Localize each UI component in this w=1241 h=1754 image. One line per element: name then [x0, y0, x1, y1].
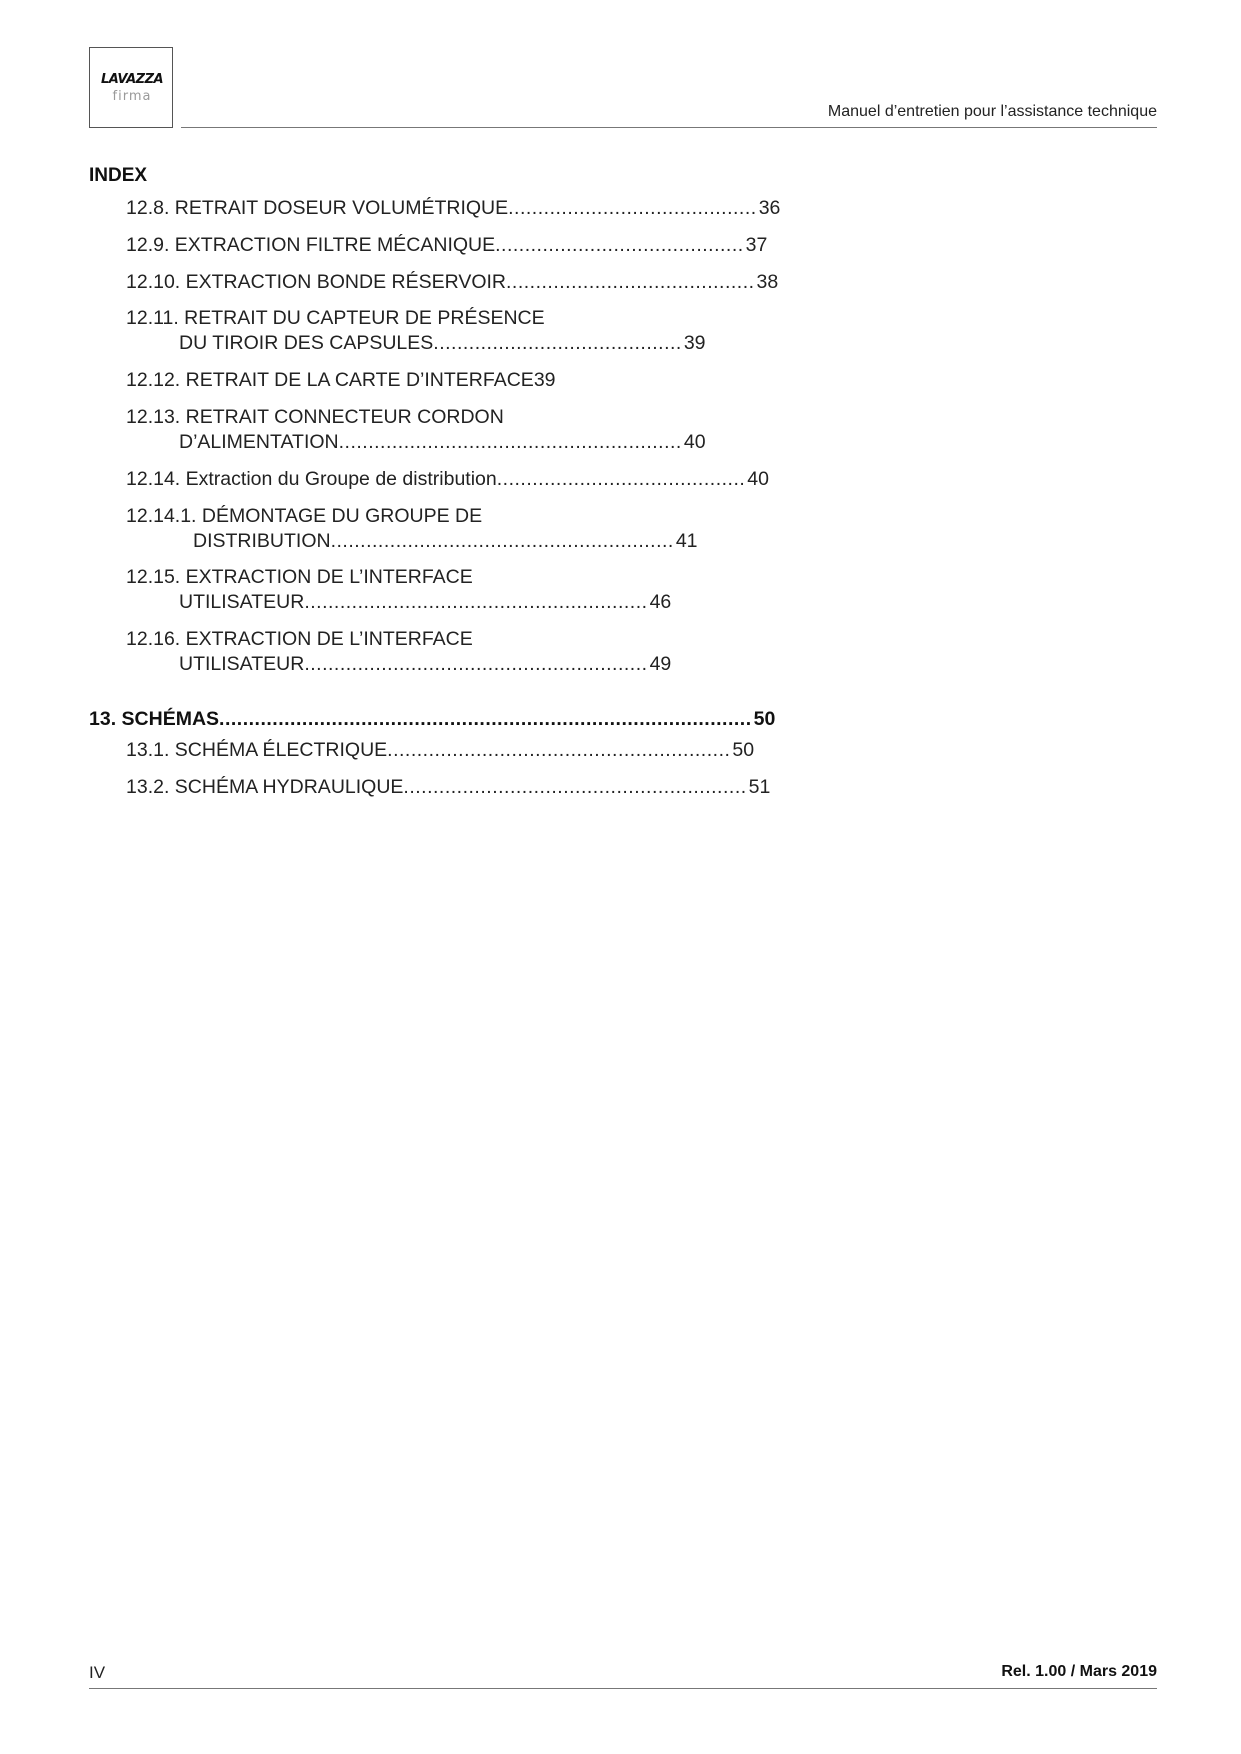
toc-leader-dots: .......................................................... — [338, 431, 682, 453]
toc-entry-label: 12.15. EXTRACTION DE L’INTERFACE — [126, 566, 473, 588]
toc-entry-12-10[interactable] — [126, 271, 779, 294]
toc-entry-12-13-line2[interactable] — [179, 431, 706, 454]
index-heading: INDEX — [89, 165, 148, 186]
toc-entry-12-14-1-line1[interactable] — [126, 505, 596, 528]
toc-leader-dots: .......................................................... — [403, 776, 747, 798]
toc-leader-dots: .......................................... — [495, 234, 744, 256]
toc-entry-label: 13.2. SCHÉMA HYDRAULIQUE — [126, 776, 404, 798]
toc-page-number: 40 — [683, 431, 706, 453]
toc-page-number: 46 — [649, 591, 672, 613]
toc-entry-12-15-line2[interactable] — [179, 591, 672, 614]
lavazza-firma-logo — [89, 47, 173, 128]
toc-page-number: 51 — [748, 776, 771, 798]
toc-leader-dots: .......................................... — [508, 197, 757, 219]
toc-leader-dots: .......................................................................................... — [219, 708, 752, 730]
toc-entry-label: D’ALIMENTATION — [179, 431, 339, 453]
toc-entry-label: 12.13. RETRAIT CONNECTEUR CORDON — [126, 406, 504, 428]
toc-entry-label: DISTRIBUTION — [193, 530, 331, 552]
toc-leader-dots: .......................................................... — [304, 653, 648, 675]
toc-entry-12-12[interactable] — [126, 369, 606, 392]
toc-entry-13-2[interactable] — [126, 776, 771, 799]
toc-entry-label: UTILISATEUR — [179, 653, 305, 675]
document-title: Manuel d’entretien pour l’assistance technique — [827, 103, 1157, 120]
toc-section-label: 13. SCHÉMAS — [89, 708, 220, 730]
toc-leader-dots: .......................................................... — [304, 591, 648, 613]
toc-page-number: 41 — [675, 530, 698, 552]
toc-entry-label: UTILISATEUR — [179, 591, 305, 613]
toc-entry-12-14[interactable] — [126, 468, 769, 491]
toc-entry-13-1[interactable] — [126, 739, 755, 762]
header-divider — [181, 127, 1157, 128]
toc-entry-12-15-line1[interactable] — [126, 566, 596, 589]
toc-leader-dots: .......................................................... — [387, 739, 731, 761]
toc-entry-12-16-line1[interactable] — [126, 628, 596, 651]
toc-entry-12-14-1-line2[interactable] — [193, 530, 698, 553]
toc-page-number: 49 — [649, 653, 672, 675]
toc-entry-label: 12.14. Extraction du Groupe de distribution — [126, 468, 497, 490]
toc-entry-label: 12.11. RETRAIT DU CAPTEUR DE PRÉSENCE — [126, 307, 545, 329]
toc-leader-dots: .......................................... — [433, 332, 682, 354]
logo-sub-text: firma — [112, 89, 152, 104]
toc-leader-dots: .......................................... — [496, 468, 746, 490]
toc-page-number: 37 — [745, 234, 768, 256]
release-info: Rel. 1.00 / Mars 2019 — [1001, 1663, 1157, 1680]
logo-brand-text: LAVAZZA — [100, 72, 164, 87]
toc-entry-12-9[interactable] — [126, 234, 768, 257]
toc-entry-label: 12.10. EXTRACTION BONDE RÉSERVOIR — [126, 271, 506, 293]
toc-page-number: 39 — [533, 369, 556, 391]
toc-entry-label: 12.9. EXTRACTION FILTRE MÉCANIQUE — [126, 234, 496, 256]
toc-page-number: 50 — [732, 739, 755, 761]
toc-entry-12-13-line1[interactable] — [126, 406, 596, 429]
toc-entry-12-16-line2[interactable] — [179, 653, 672, 676]
toc-page-number: 39 — [683, 332, 706, 354]
toc-page-number: 38 — [756, 271, 779, 293]
toc-entry-label: 12.16. EXTRACTION DE L’INTERFACE — [126, 628, 473, 650]
toc-entry-label: DU TIROIR DES CAPSULES — [179, 332, 434, 354]
toc-leader-dots: .......................................................... — [330, 530, 674, 552]
toc-entry-12-11-line2[interactable] — [179, 332, 706, 355]
toc-entry-label: 13.1. SCHÉMA ÉLECTRIQUE — [126, 739, 388, 761]
toc-leader-dots: .......................................... — [506, 271, 755, 293]
toc-entry-12-8[interactable] — [126, 197, 781, 220]
toc-page-number: 40 — [747, 468, 769, 490]
toc-page-number: 36 — [758, 197, 781, 219]
footer-divider — [89, 1688, 1157, 1689]
toc-entry-12-11-line1[interactable] — [126, 307, 596, 330]
toc-entry-label: 12.12. RETRAIT DE LA CARTE D’INTERFACE — [126, 369, 534, 391]
toc-page-number: 50 — [753, 708, 776, 730]
toc-section-13[interactable] — [89, 708, 776, 731]
toc-entry-label: 12.8. RETRAIT DOSEUR VOLUMÉTRIQUE — [126, 197, 509, 219]
page-number: IV — [89, 1663, 106, 1682]
toc-entry-label: 12.14.1. DÉMONTAGE DU GROUPE DE — [126, 505, 483, 527]
